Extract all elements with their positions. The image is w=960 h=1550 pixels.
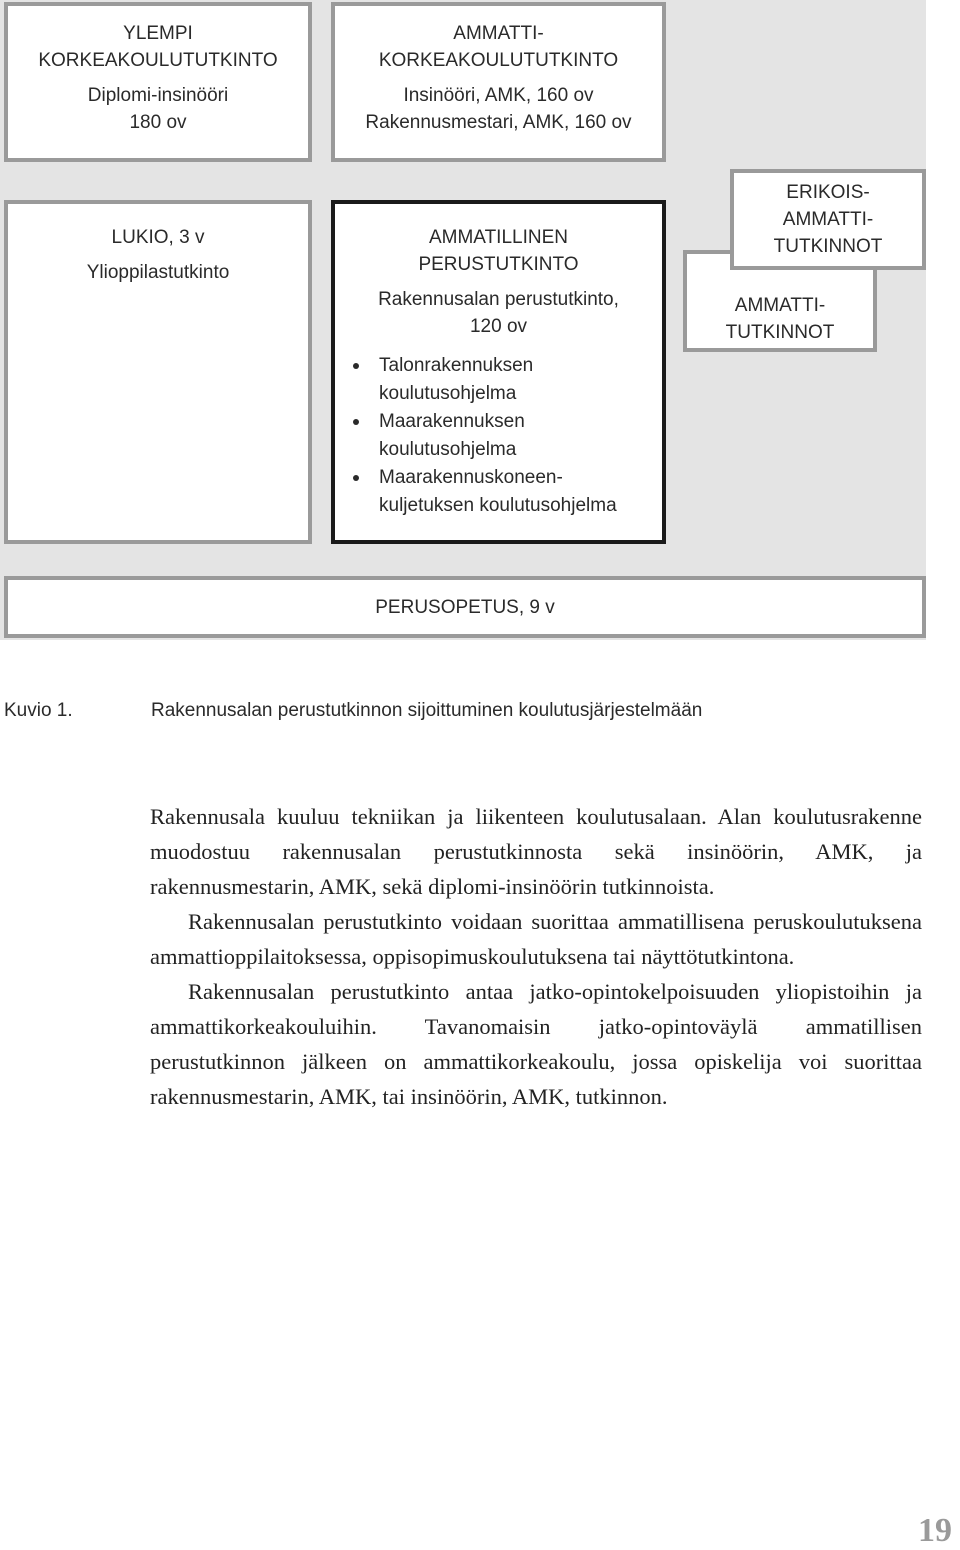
program-2-line-1: Maarakennuksen bbox=[379, 411, 525, 432]
caption-label: Kuvio 1. bbox=[4, 700, 73, 721]
paragraph-2: Rakennusalan perustutkinto voidaan suorittaa ammatillisena peruskoulutuksena ammattioppilaitoksessa, oppisopimuskoulutuksena tai näyttötutkintona. bbox=[150, 909, 922, 969]
ylempi-title-line-2: KORKEAKOULUTUTKINTO bbox=[38, 50, 278, 71]
ammattitutkinnot-line-1: AMMATTI- bbox=[734, 295, 826, 316]
ammatillinen-detail-line-1: Rakennusalan perustutkinto, bbox=[378, 289, 619, 310]
erikois-line-2: AMMATTI- bbox=[782, 209, 874, 230]
program-2-line-2: koulutusohjelma bbox=[379, 439, 517, 460]
erikois-line-3: TUTKINNOT bbox=[773, 236, 883, 257]
box-lukio bbox=[4, 200, 312, 544]
amk-detail-line-1: Insinööri, AMK, 160 ov bbox=[403, 85, 594, 106]
education-diagram bbox=[0, 0, 926, 640]
perusopetus-title: PERUSOPETUS, 9 v bbox=[375, 597, 555, 618]
program-1-line-1: Talonrakennuksen bbox=[379, 355, 534, 376]
ammattitutkinnot-line-2: TUTKINNOT bbox=[725, 322, 835, 343]
caption-text: Rakennusalan perustutkinnon sijoittuminen koulutusjärjestelmään bbox=[151, 700, 703, 721]
amk-detail-line-2: Rakennusmestari, AMK, 160 ov bbox=[365, 112, 632, 133]
ammatillinen-detail-line-2: 120 ov bbox=[469, 316, 528, 337]
lukio-title: LUKIO, 3 v bbox=[111, 227, 205, 248]
program-3-line-2: kuljetuksen koulutusohjelma bbox=[379, 495, 617, 516]
program-item bbox=[351, 464, 662, 520]
ylempi-title-line-1: YLEMPI bbox=[123, 23, 193, 44]
body-text bbox=[150, 799, 922, 1114]
amk-title-line-1: AMMATTI- bbox=[453, 23, 544, 44]
program-item bbox=[351, 352, 662, 408]
box-ylempi-korkeakoulututkinto bbox=[4, 2, 312, 162]
ammatillinen-title-line-2: PERUSTUTKINTO bbox=[418, 254, 579, 275]
page-number: 19 bbox=[918, 1512, 952, 1549]
program-1-line-2: koulutusohjelma bbox=[379, 383, 517, 404]
box-ammattikorkeakoulututkinto bbox=[331, 2, 666, 162]
ylempi-detail-line-2: 180 ov bbox=[129, 112, 187, 133]
erikois-line-1: ERIKOIS- bbox=[786, 182, 870, 203]
lukio-detail: Ylioppilastutkinto bbox=[86, 262, 230, 283]
box-ammatillinen-perustutkinto bbox=[331, 200, 666, 544]
ammatillinen-title-line-1: AMMATILLINEN bbox=[428, 227, 568, 248]
box-perusopetus bbox=[4, 576, 926, 638]
program-item bbox=[351, 408, 662, 464]
box-erikoisammattitutkinnot bbox=[730, 169, 926, 270]
program-3-line-1: Maarakennuskoneen- bbox=[379, 467, 563, 488]
paragraph-3: Rakennusalan perustutkinto antaa jatko-opintokelpoisuuden yliopistoihin ja ammattikorkeakouluihin. Tavanomaisin jatko-opintoväylä ammatillisen perustutkinnon jälkeen on ammattikorkeakoulu, jossa opiskelija voi suorittaa rakennusmestarin, AMK, tai insinöörin, AMK, tutkinnon. bbox=[150, 979, 922, 1109]
ylempi-detail-line-1: Diplomi-insinööri bbox=[87, 85, 229, 106]
paragraph-1: Rakennusala kuuluu tekniikan ja liikenteen koulutusalaan. Alan koulutusrakenne muodostuu rakennusalan perustutkinnosta sekä insinöörin, AMK, ja rakennusmestarin, AMK, sekä diplomi-insinöörin tutkinnoista. bbox=[150, 804, 922, 899]
amk-title-line-2: KORKEAKOULUTUTKINTO bbox=[378, 50, 619, 71]
program-list bbox=[335, 352, 662, 520]
